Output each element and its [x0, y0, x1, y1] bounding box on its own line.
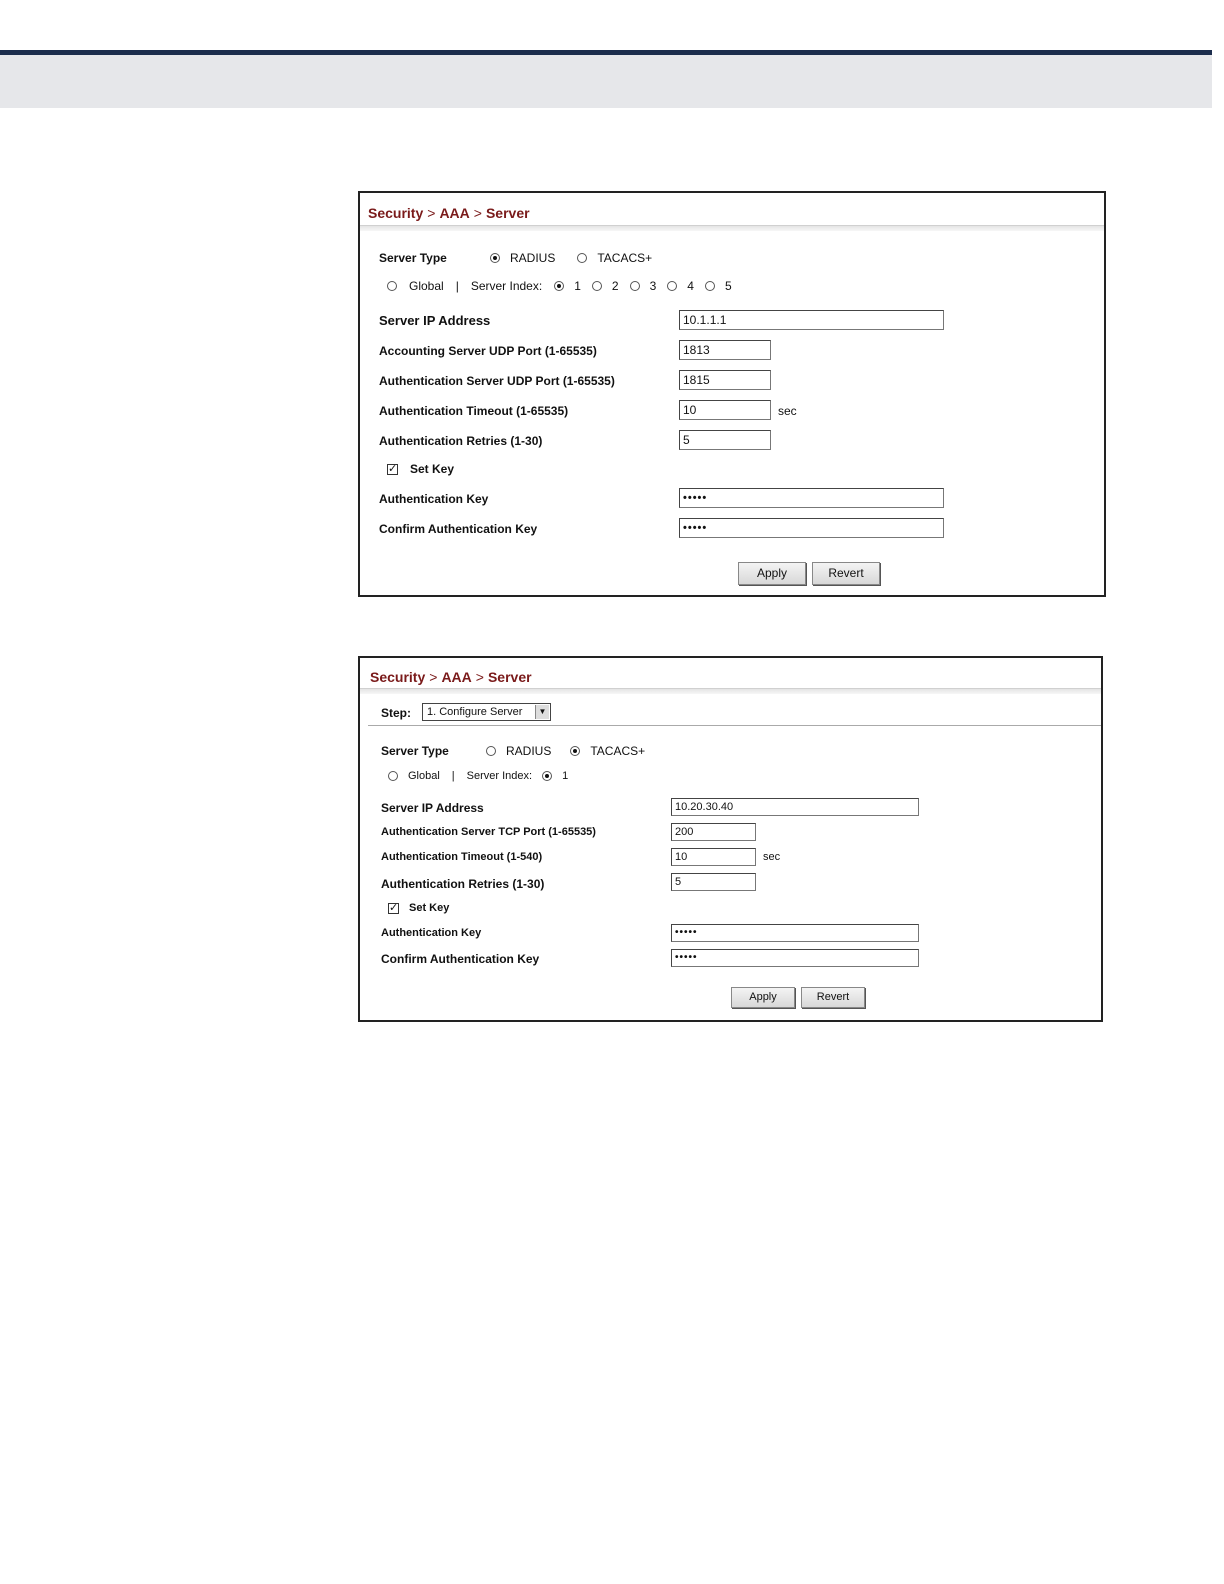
set-key-row	[387, 462, 454, 476]
server-type-options	[486, 744, 645, 758]
set-key-label: Set Key	[409, 902, 450, 914]
step-select[interactable]	[422, 703, 551, 721]
auth-retries-label: Authentication Retries (1-30)	[381, 877, 545, 891]
server-index-label-2: 2	[611, 279, 619, 293]
confirm-key-input[interactable]: •••••	[671, 949, 919, 967]
server-index-radio-1[interactable]	[542, 771, 552, 781]
revert-button[interactable]: Revert	[812, 562, 880, 585]
server-type-label: Server Type	[379, 251, 447, 265]
radius-radio-label: RADIUS	[506, 744, 552, 758]
breadcrumb: Security > AAA > Server	[368, 205, 530, 221]
auth-key-input[interactable]: •••••	[671, 924, 919, 942]
revert-button[interactable]: Revert	[801, 987, 865, 1008]
apply-button[interactable]: Apply	[731, 987, 795, 1008]
radius-server-panel	[358, 191, 1106, 597]
breadcrumb-server: Server	[487, 669, 532, 685]
breadcrumb: Security > AAA > Server	[370, 669, 532, 685]
server-ip-input[interactable]: 10.1.1.1	[679, 310, 944, 330]
auth-timeout-input[interactable]: 10	[679, 400, 771, 420]
global-radio-label: Global	[408, 770, 440, 782]
server-index-radio-1[interactable]	[554, 281, 564, 291]
breadcrumb-aaa[interactable]: AAA	[441, 669, 472, 685]
confirm-key-input[interactable]: •••••	[679, 518, 944, 538]
auth-port-input[interactable]: 200	[671, 823, 756, 841]
breadcrumb-security[interactable]: Security	[370, 669, 426, 685]
set-key-checkbox[interactable]	[388, 903, 399, 914]
server-scope-row	[387, 279, 732, 293]
server-scope-row	[388, 770, 568, 782]
server-index-label: Server Index:	[470, 279, 543, 293]
auth-timeout-label: Authentication Timeout (1-540)	[381, 851, 543, 863]
auth-retries-label: Authentication Retries (1-30)	[379, 434, 543, 448]
set-key-label: Set Key	[410, 462, 455, 476]
step-label: Step:	[381, 706, 411, 720]
server-type-label: Server Type	[381, 744, 449, 758]
timeout-unit: sec	[778, 404, 797, 418]
breadcrumb-aaa[interactable]: AAA	[439, 205, 470, 221]
auth-port-label: Authentication Server TCP Port (1-65535)	[381, 826, 596, 838]
auth-key-input[interactable]: •••••	[679, 488, 944, 508]
auth-timeout-input[interactable]: 10	[671, 848, 756, 866]
auth-key-label: Authentication Key	[381, 927, 482, 939]
scope-separator: |	[451, 770, 455, 782]
server-index-radio-4[interactable]	[667, 281, 677, 291]
radius-radio[interactable]	[490, 253, 500, 263]
auth-port-input[interactable]: 1815	[679, 370, 771, 390]
server-type-options	[490, 251, 652, 265]
header-divider	[360, 688, 1101, 694]
accounting-port-label: Accounting Server UDP Port (1-65535)	[379, 344, 597, 358]
server-index-radio-5[interactable]	[705, 281, 715, 291]
server-ip-input[interactable]: 10.20.30.40	[671, 798, 919, 816]
auth-timeout-label: Authentication Timeout (1-65535)	[379, 404, 569, 418]
server-index-label-3: 3	[649, 279, 657, 293]
global-radio[interactable]	[388, 771, 398, 781]
auth-retries-input[interactable]: 5	[679, 430, 771, 450]
radius-radio[interactable]	[486, 746, 496, 756]
confirm-key-label: Confirm Authentication Key	[379, 522, 538, 536]
auth-retries-input[interactable]: 5	[671, 873, 756, 891]
tacacs-radio-label: TACACS+	[590, 744, 646, 758]
tacacs-radio[interactable]	[577, 253, 587, 263]
radius-radio-label: RADIUS	[510, 251, 556, 265]
apply-button[interactable]: Apply	[738, 562, 806, 585]
server-index-label: Server Index:	[466, 770, 533, 782]
accounting-port-input[interactable]: 1813	[679, 340, 771, 360]
server-index-radio-3[interactable]	[630, 281, 640, 291]
breadcrumb-security[interactable]: Security	[368, 205, 424, 221]
tacacs-server-panel	[358, 656, 1103, 1022]
scope-separator: |	[455, 279, 459, 293]
timeout-unit: sec	[763, 851, 781, 863]
breadcrumb-server: Server	[485, 205, 530, 221]
step-select-value: 1. Configure Server	[427, 706, 523, 718]
global-radio-label: Global	[409, 279, 444, 293]
auth-key-label: Authentication Key	[379, 492, 489, 506]
tacacs-radio[interactable]	[570, 746, 580, 756]
header-divider	[360, 225, 1104, 231]
set-key-checkbox[interactable]	[387, 464, 398, 475]
step-divider	[368, 725, 1101, 726]
set-key-row	[388, 902, 449, 914]
server-index-label-1: 1	[562, 770, 569, 782]
server-index-radio-2[interactable]	[592, 281, 602, 291]
server-ip-label: Server IP Address	[381, 801, 484, 815]
header-band	[0, 55, 1212, 108]
server-ip-label: Server IP Address	[379, 313, 491, 328]
chevron-down-icon[interactable]: ▼	[535, 705, 549, 719]
confirm-key-label: Confirm Authentication Key	[381, 952, 540, 966]
tacacs-radio-label: TACACS+	[597, 251, 653, 265]
server-index-label-4: 4	[687, 279, 694, 293]
server-index-label-5: 5	[724, 279, 732, 293]
global-radio[interactable]	[387, 281, 397, 291]
auth-port-label: Authentication Server UDP Port (1-65535)	[379, 374, 615, 388]
server-index-label-1: 1	[574, 279, 581, 293]
